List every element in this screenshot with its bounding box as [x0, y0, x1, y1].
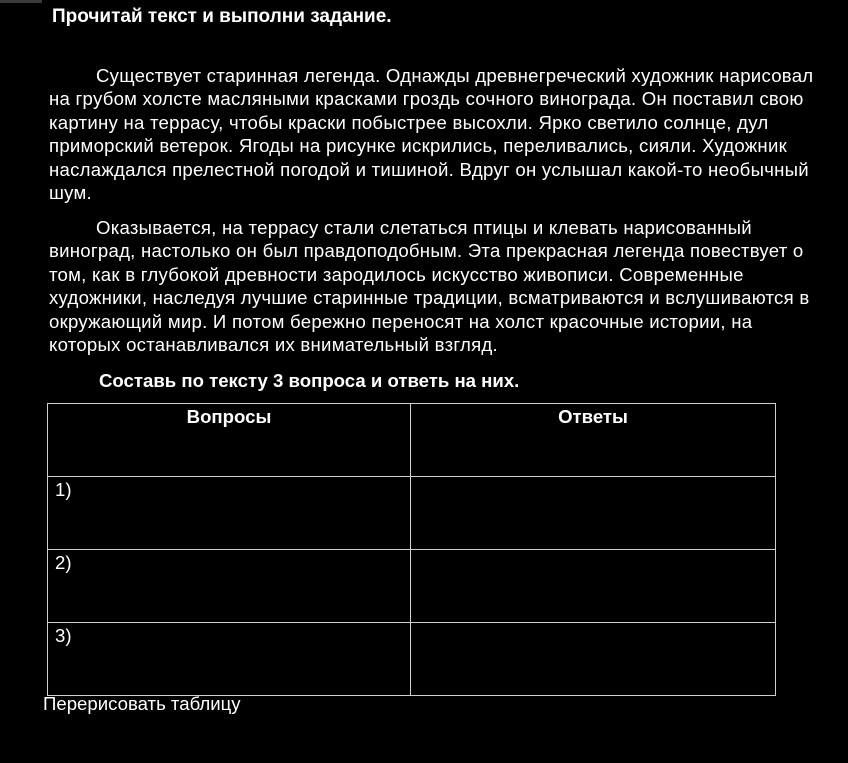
paragraph-line: окружающий мир. И потом бережно переносят на холст красочные истории, на — [49, 310, 753, 332]
table-row — [48, 623, 776, 696]
paragraph-line: художники, наследуя лучшие старинные традиции, всматриваются и вслушиваются в — [49, 287, 810, 309]
table-row — [48, 477, 776, 550]
table-header-row — [48, 404, 776, 477]
question-cell[interactable]: 3) — [48, 623, 411, 696]
header-answers: Ответы — [411, 404, 776, 477]
paragraph-line: приморский ветерок. Ягоды на рисунке искрились, переливались, сияли. Художник — [49, 135, 787, 157]
task-instruction: Составь по тексту 3 вопроса и ответь на них. — [99, 370, 520, 391]
answer-cell[interactable] — [411, 477, 776, 550]
paragraph-line: виноград, настолько он был правдоподобным. Эта прекрасная легенда повествует о — [49, 240, 804, 262]
paragraph-line: Существует старинная легенда. Однажды древнегреческий художник нарисовал — [96, 65, 814, 86]
paragraph-2 — [49, 216, 846, 356]
paragraph-line: наслаждался прелестной погодой и тишиной. Вдруг он услышал какой-то необычный — [49, 158, 809, 180]
questions-answers-table — [47, 403, 776, 696]
table-row — [48, 550, 776, 623]
task-heading: Прочитай текст и выполни задание. — [52, 6, 392, 27]
paragraph-line: на грубом холсте масляными красками гроздь сочного винограда. Он поставил свою — [49, 88, 804, 110]
paragraph-line: шум. — [49, 182, 92, 204]
question-cell[interactable]: 2) — [48, 550, 411, 623]
answer-cell[interactable] — [411, 623, 776, 696]
paragraph-line: картину на террасу, чтобы краски побыстрее высохли. Ярко светило солнце, дул — [49, 111, 769, 133]
paragraph-line: том, как в глубокой древности зародилось искусство живописи. Современные — [49, 263, 744, 285]
question-cell[interactable]: 1) — [48, 477, 411, 550]
answer-cell[interactable] — [411, 550, 776, 623]
paragraph-line: которых останавливался их внимательный взгляд. — [49, 334, 498, 356]
paragraph-line: Оказывается, на террасу стали слетаться птицы и клевать нарисованный — [96, 217, 752, 238]
paragraph-1 — [49, 64, 846, 204]
corner-mark — [0, 0, 42, 3]
redraw-table-link[interactable]: Перерисовать таблицу — [43, 693, 241, 714]
header-questions: Вопросы — [48, 404, 411, 477]
